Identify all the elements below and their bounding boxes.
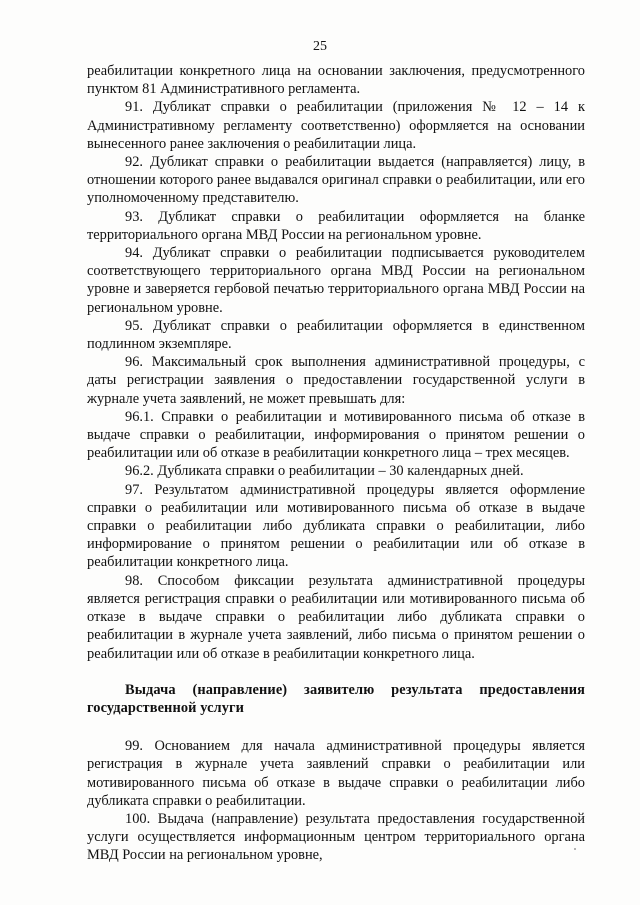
paragraph-97: 97. Результатом административной процедуры является оформление справки о реабилитации или мотивированного письма об отказе в выдаче справки о реабилитации либо дубликата справки о реабилитации, либо информирование о принятом решении о реабилитации или об отказе в реабилитации конкретного лица.	[87, 481, 585, 571]
scan-speck	[574, 848, 576, 850]
paragraph-99: 99. Основанием для начала административной процедуры является регистрация в журнале учета заявлений справки о реабилитации или мотивированного письма об отказе в выдаче справки о реабилитации либо дубликата справки о реабилитации.	[87, 738, 585, 809]
paragraph-96-1: 96.1. Справки о реабилитации и мотивированного письма об отказе в выдаче справки о реабилитации, информирования о принятом решении о реабилитации или об отказе в реабилитации конкретного лица – трех месяцев.	[87, 408, 585, 462]
paragraph-96-2: 96.2. Дубликата справки о реабилитации – 30 календарных дней.	[125, 463, 524, 480]
paragraph-96: 96. Максимальный срок выполнения административной процедуры, с даты регистрации заявления о предоставлении государственной услуги в журнале учета заявлений, не может превышать для:	[87, 354, 585, 407]
paragraph-92: 92. Дубликат справки о реабилитации выдается (направляется) лицу, в отношении которого ранее выдавался оригинал справки о реабилитации, или его уполномоченному представителю.	[87, 154, 585, 207]
paragraph-98: 98. Способом фиксации результата административной процедуры является регистрация справки о реабилитации или мотивированного письма об отказе в выдаче справки о реабилитации либо дубликата справки о реабилитации в журнале учета заявлений, либо письма о принятом решении о реабилитации или об отказе в реабилитации конкретного лица.	[87, 572, 585, 662]
section-heading: Выдача (направление) заявителю результата предоставления государственной услуги	[87, 681, 585, 716]
paragraph-continuation: реабилитации конкретного лица на основании заключения, предусмотренного пунктом 81 Административного регламента.	[87, 63, 585, 98]
paragraph-94: 94. Дубликат справки о реабилитации подписывается руководителем соответствующего территориального органа МВД России на региональном уровне и заверяется гербовой печатью территориального органа МВД России на региональном уровне.	[87, 245, 585, 316]
page-number: 25	[313, 39, 327, 54]
document-body	[87, 62, 585, 865]
paragraph-93: 93. Дубликат справки о реабилитации оформляется на бланке территориального органа МВД России на региональном уровне.	[87, 208, 585, 243]
paragraph-95: 95. Дубликат справки о реабилитации оформляется в единственном подлинном экземпляре.	[87, 317, 585, 353]
paragraph-100: 100. Выдача (направление) результата предоставления государственной услуги осуществляется информационным центром территориального органа МВД России на региональном уровне,	[87, 810, 585, 864]
paragraph-91: 91. Дубликат справки о реабилитации (приложения № 12 – 14 к Административному регламенту соответственно) оформляется на основании вынесенного ранее заключения о реабилитации лица.	[87, 99, 585, 152]
